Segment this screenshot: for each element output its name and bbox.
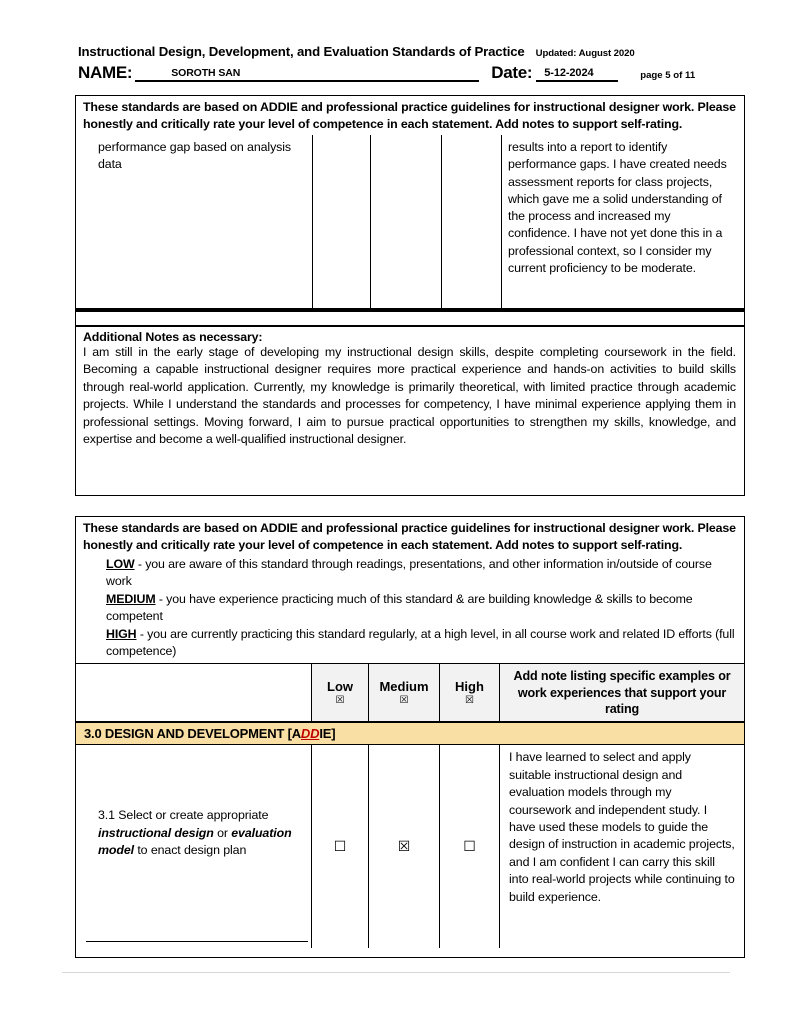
checkbox-icon: ☒ <box>399 694 409 706</box>
section-title-suffix: IE] <box>319 726 336 742</box>
continued-row <box>76 135 744 312</box>
section-title-accent: DD <box>300 726 320 742</box>
name-field[interactable] <box>135 63 479 82</box>
additional-notes-body[interactable]: I am still in the early stage of developing my instructional design skills, despite completing coursework in the field. Becoming a capable instructional designer requires more practical experience and hands-on activities to build skills through real-world application. Currently, my knowledge is primarily theoretical, with limited practice through academic projects. While I understand the standards and processes for competency, I have minimal experience applying them in professional settings. Moving forward, I aim to pursue practical opportunities to strengthen my skills, knowledge, and expertise and become a well-qualified instructional designer. <box>83 345 736 447</box>
column-divider-3 <box>441 135 442 312</box>
date-value: 5-12-2024 <box>544 67 594 79</box>
low-checkbox[interactable]: ☐ <box>333 838 347 855</box>
scale-high <box>106 626 738 661</box>
scale-high-term: HIGH <box>106 626 137 641</box>
table-row <box>76 745 744 948</box>
column-header-medium-label: Medium <box>379 678 429 694</box>
name-label: NAME: <box>78 63 133 82</box>
page-number: page 5 of 11 <box>640 70 696 81</box>
page-title: Instructional Design, Development, and Evaluation Standards of Practice <box>78 44 525 59</box>
row-low-cell[interactable] <box>312 745 369 948</box>
scale-low-def: - you are aware of this standard through readings, presentations, and other information in/outside of course work <box>106 557 712 589</box>
name-value: SOROTH SAN <box>171 67 241 79</box>
statement-connector: or <box>213 825 232 840</box>
scale-low-term: LOW <box>106 557 135 571</box>
column-header-low-label: Low <box>327 678 353 694</box>
row-evidence-text: I have learned to select and apply suitable instructional design and evaluation models through my coursework and independent study. I have used these models to guide the design of instruction in academic projects, and I am confident I can carry this skill into real-world projects while continuing to build experience. <box>509 750 735 904</box>
column-header-statement <box>76 664 312 721</box>
high-checkbox[interactable]: ☐ <box>463 838 476 855</box>
date-label: Date: <box>491 63 533 82</box>
rating-scale-definitions <box>76 556 744 663</box>
top-table-prompt: These standards are based on ADDIE and professional practice guidelines for instructional designer work. Please honestly and critically rate your level of competence in each statement. Add notes to support self-rating. <box>83 100 736 131</box>
continued-statement-text: performance gap based on analysis data <box>98 140 292 172</box>
scale-low <box>106 556 738 591</box>
scale-medium <box>106 591 738 626</box>
main-table-prompt: These standards are based on ADDIE and professional practice guidelines for instructional designer work. Please honestly and critically rate your level of competence in each statement. Add notes to support self-rating. <box>83 521 736 552</box>
column-header-high-label: High <box>455 678 484 694</box>
column-header-note <box>500 664 744 721</box>
section-title-prefix: 3.0 DESIGN AND DEVELOPMENT [A <box>84 726 301 742</box>
row-statement-text <box>98 807 312 859</box>
column-header-high <box>440 664 500 721</box>
column-divider-2 <box>370 135 371 312</box>
statement-part-2: to enact design plan <box>134 843 247 858</box>
section-header-design-development <box>76 721 744 745</box>
column-header-note-label: Add note listing specific examples or work experiences that support your rating <box>513 669 731 717</box>
header-title-row <box>78 44 743 59</box>
scale-medium-term: MEDIUM <box>106 591 156 606</box>
date-field[interactable] <box>536 63 618 82</box>
row-medium-cell[interactable] <box>369 745 440 948</box>
additional-notes-title: Additional Notes as necessary: <box>83 330 263 344</box>
column-divider-4 <box>501 135 502 312</box>
checkbox-icon: ☒ <box>335 694 345 706</box>
updated-label: Updated: August 2020 <box>535 48 635 59</box>
table-bottom-rule <box>76 308 744 312</box>
row-statement-cell <box>76 745 312 948</box>
medium-checkbox[interactable]: ☒ <box>397 838 411 855</box>
statement-part-1: 3.1 Select or create appropriate <box>98 808 269 823</box>
scale-high-def: - you are currently practicing this standard regularly, at a high level, in all course work and related ID efforts (full competence) <box>106 626 735 659</box>
additional-notes-table <box>75 326 745 496</box>
column-divider-1 <box>312 135 313 312</box>
row-high-cell[interactable] <box>440 745 500 948</box>
header-identity-row <box>78 63 743 82</box>
continued-rating-table <box>75 95 745 326</box>
column-header-low <box>312 664 369 721</box>
rating-table <box>75 516 745 958</box>
statement-emphasis-1: instructional design <box>98 825 214 840</box>
row-writing-line <box>86 941 308 942</box>
document-header <box>78 44 743 82</box>
checkbox-icon: ☒ <box>465 694 474 706</box>
statement-emphasis-2: evaluation model <box>98 825 292 858</box>
column-header-medium <box>369 664 440 721</box>
row-evidence-cell[interactable] <box>500 745 744 948</box>
rating-table-header-row <box>76 663 744 721</box>
page-separator <box>62 972 730 973</box>
scale-medium-def: - you have experience practicing much of this standard & are building knowledge & skills to become competent <box>106 591 693 624</box>
continued-evidence-text: results into a report to identify performance gaps. I have created needs assessment reports for class projects, which gave me a solid understanding of the process and increased my confidence. I have not yet done this in a professional context, so I consider my current proficiency to be moderate. <box>508 140 727 276</box>
